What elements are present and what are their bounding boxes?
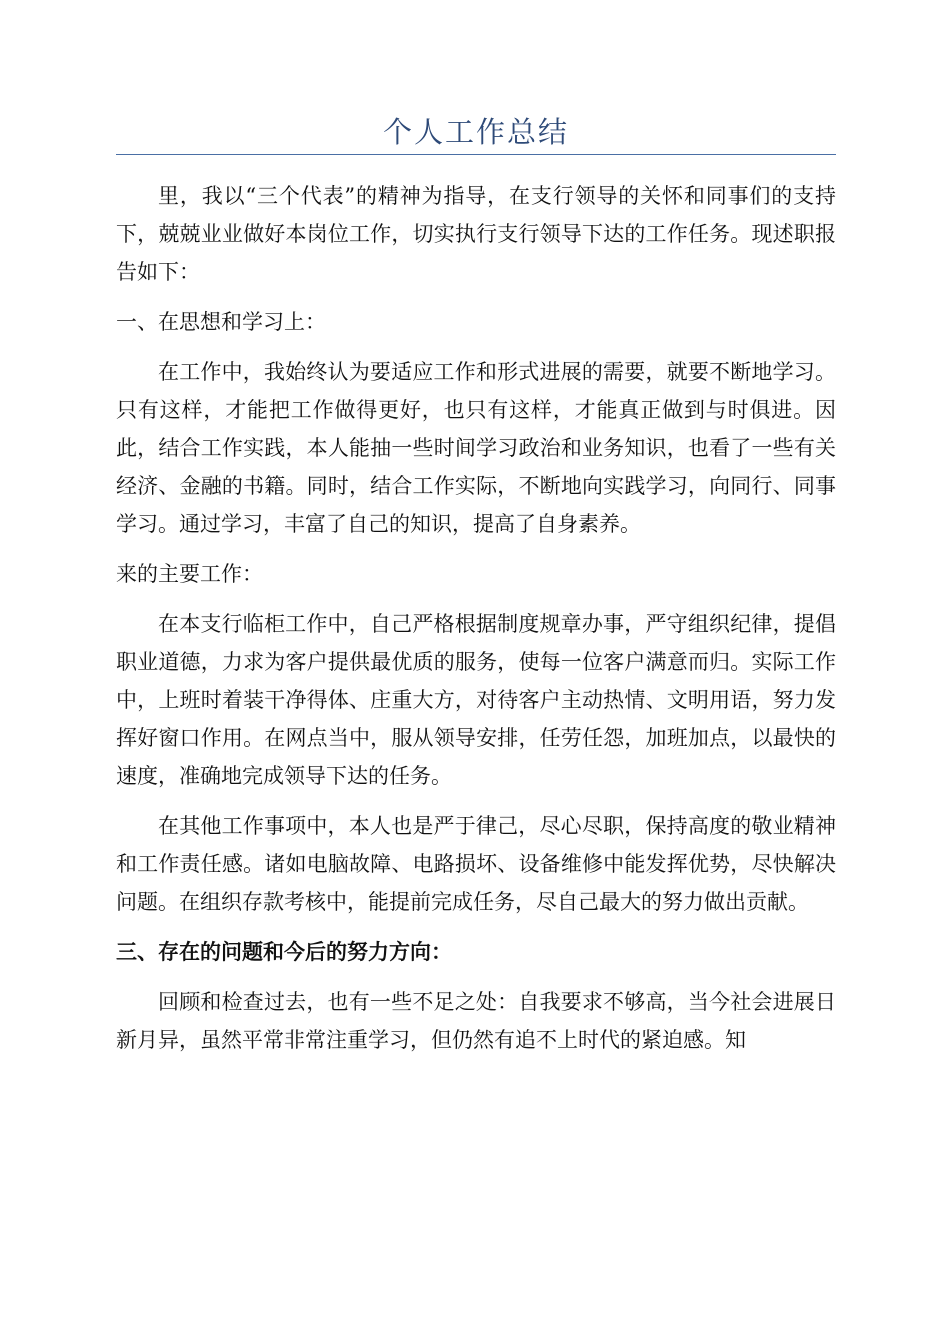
document-page: [116, 112, 836, 1059]
paragraph-study: 在工作中，我始终认为要适应工作和形式进展的需要，就要不断地学习。只有这样，才能把工作做得更好，也只有这样，才能真正做到与时俱进。因此，结合工作实践，本人能抽一些时间学习政治和业务知识，也看了一些有关经济、金融的书籍。同时，结合工作实际，不断地向实践学习，向同行、同事学习。通过学习，丰富了自己的知识，提高了自身素养。: [116, 360, 836, 536]
title-underline: [116, 154, 836, 155]
paragraph-other-work: 在其他工作事项中，本人也是严于律己，尽心尽职，保持高度的敬业精神和工作责任感。诸如电脑故障、电路损坏、设备维修中能发挥优势，尽快解决问题。在组织存款考核中，能提前完成任务，尽自己最大的努力做出贡献。: [116, 814, 836, 914]
paragraph-intro: 里，我以“三个代表”的精神为指导，在支行领导的关怀和同事们的支持下，兢兢业业做好本岗位工作，切实执行支行领导下达的工作任务。现述职报告如下：: [116, 184, 836, 284]
paragraph-problems: 回顾和检查过去，也有一些不足之处：自我要求不够高，当今社会进展日新月异，虽然平常非常注重学习，但仍然有追不上时代的紧迫感。知: [116, 990, 836, 1052]
section-heading-main-work: 来的主要工作：: [116, 562, 263, 586]
document-title: 个人工作总结: [382, 115, 569, 149]
paragraph-counter-work: 在本支行临柜工作中，自己严格根据制度规章办事，严守组织纪律，提倡职业道德，力求为客户提供最优质的服务，使每一位客户满意而归。实际工作中，上班时着装干净得体、庄重大方，对待客户主动热情、文明用语，努力发挥好窗口作用。在网点当中，服从领导安排，任劳任怨，加班加点，以最快的速度，准确地完成领导下达的任务。: [116, 612, 836, 788]
section-heading-problems: 三、存在的问题和今后的努力方向：: [116, 939, 452, 964]
section-heading-study: 一、在思想和学习上：: [116, 310, 326, 334]
